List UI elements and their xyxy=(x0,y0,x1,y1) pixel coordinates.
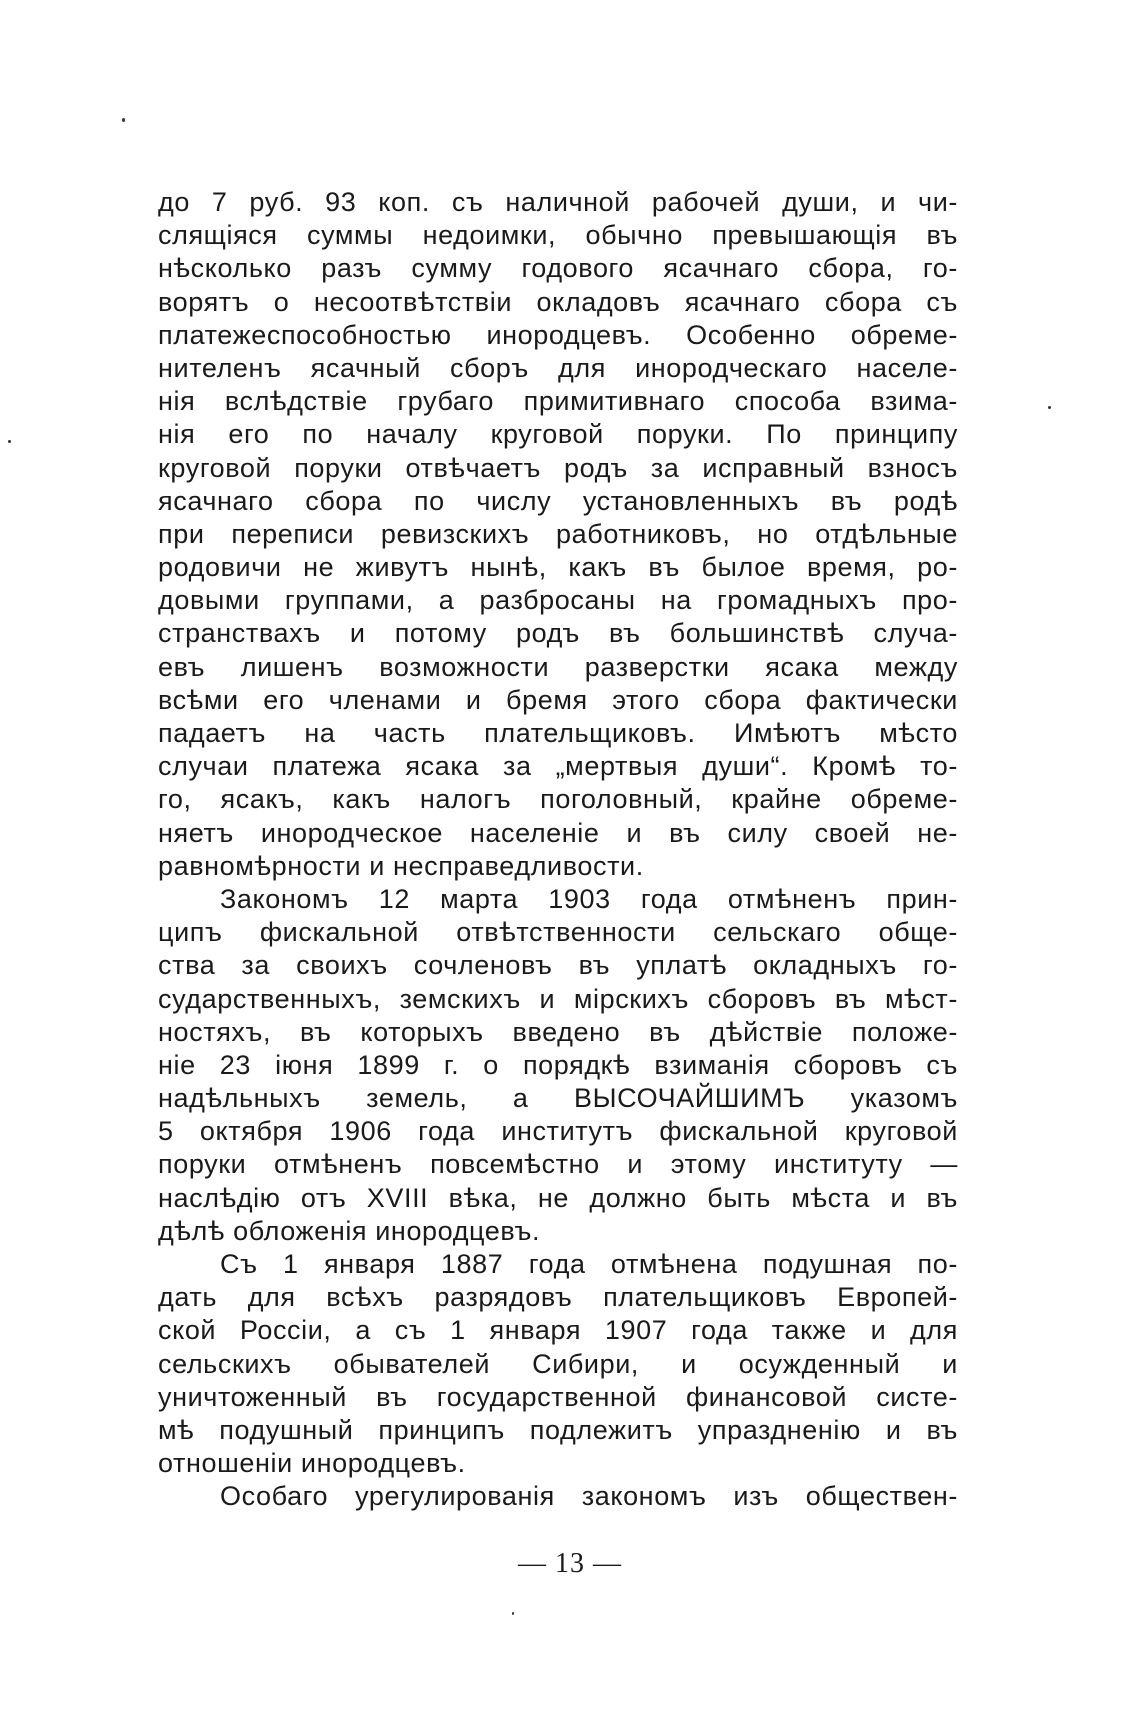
text-line: нія вслѣдствіе грубаго примитивнаго способа взима- xyxy=(158,386,958,417)
print-speck xyxy=(512,1612,514,1615)
text-line: Особаго урегулированія закономъ изъ обществен- xyxy=(220,1481,958,1512)
text-line: странствахъ и потому родъ въ большинствѣ случа- xyxy=(158,618,958,649)
text-line: няетъ инородческое населеніе и въ силу своей не- xyxy=(158,817,958,848)
text-line: нѣсколько разъ сумму годового ясачнаго сбора, го- xyxy=(158,253,958,284)
text-line: дѣлѣ обложенія инородцевъ. xyxy=(158,1215,541,1246)
print-speck xyxy=(1048,406,1051,409)
text-line: ностяхъ, въ которыхъ введено въ дѣйствіе положе- xyxy=(158,1016,958,1047)
text-line: довыми группами, а разбросаны на громадныхъ про- xyxy=(158,585,958,616)
text-line: нія его по началу круговой поруки. По принципу xyxy=(158,419,958,450)
text-line: родовичи не живутъ нынѣ, какъ въ былое время, ро- xyxy=(158,552,958,583)
text-line: ніе 23 іюня 1899 г. о порядкѣ взиманія сборовъ съ xyxy=(158,1049,958,1080)
text-line: ской Россіи, а съ 1 января 1907 года также и для xyxy=(158,1315,958,1346)
text-line: отношеніи инородцевъ. xyxy=(158,1448,466,1479)
text-line: ства за своихъ сочленовъ въ уплатѣ окладныхъ го- xyxy=(158,950,958,981)
print-speck xyxy=(122,118,125,122)
page-number: — 13 — xyxy=(518,1548,622,1579)
text-line: надѣльныхъ земель, а ВЫСОЧАЙШИМЪ указомъ xyxy=(158,1083,958,1114)
text-line: евъ лишенъ возможности разверстки ясака между xyxy=(158,651,958,682)
text-line: поруки отмѣненъ повсемѣстно и этому институту — xyxy=(158,1149,958,1180)
text-line: ципъ фискальной отвѣтственности сельскаго обще- xyxy=(158,917,958,948)
text-line: круговой поруки отвѣчаетъ родъ за исправный взносъ xyxy=(158,452,958,483)
text-line: всѣми его членами и бремя этого сбора фактически xyxy=(158,684,958,715)
text-line: платежеспособностью инородцевъ. Особенно обреме- xyxy=(158,319,958,350)
text-line: нителенъ ясачный сборъ для инородческаго населе- xyxy=(158,352,958,383)
text-line: сударственныхъ, земскихъ и мірскихъ сборовъ въ мѣст- xyxy=(158,983,958,1014)
print-speck xyxy=(8,440,11,443)
text-line: ворятъ о несоотвѣтствіи окладовъ ясачнаго сбора съ xyxy=(158,286,958,317)
text-line: дать для всѣхъ разрядовъ плательщиковъ Европей- xyxy=(158,1282,958,1313)
text-line: наслѣдію отъ XVIII вѣка, не должно быть мѣста и въ xyxy=(158,1182,958,1213)
text-line: сельскихъ обывателей Сибири, и осужденный и xyxy=(158,1348,958,1379)
text-line: уничтоженный въ государственной финансовой систе- xyxy=(158,1381,958,1412)
text-line: случаи платежа ясака за „мертвыя души“. Кромѣ то- xyxy=(158,751,958,782)
text-line: ясачнаго сбора по числу установленныхъ въ родѣ xyxy=(158,485,958,516)
text-line: слящіяся суммы недоимки, обычно превышающія въ xyxy=(158,220,958,251)
text-line: равномѣрности и несправедливости. xyxy=(158,850,644,881)
text-line: Съ 1 января 1887 года отмѣнена подушная по- xyxy=(220,1249,958,1279)
text-line: падаетъ на часть плательщиковъ. Имѣютъ мѣсто xyxy=(158,718,958,748)
text-line: Закономъ 12 марта 1903 года отмѣненъ прин- xyxy=(220,883,958,914)
text-line: при переписи ревизскихъ работниковъ, но отдѣльные xyxy=(158,518,958,549)
text-line: го, ясакъ, какъ налогъ поголовный, крайне обреме- xyxy=(158,784,958,815)
text-line: 5 октября 1906 года институтъ фискальной круговой xyxy=(158,1116,958,1147)
text-line: мѣ подушный принципъ подлежитъ упраздненію и въ xyxy=(158,1414,958,1445)
text-line: до 7 руб. 93 коп. съ наличной рабочей души, и чи- xyxy=(158,187,958,217)
body-text xyxy=(158,186,958,1514)
